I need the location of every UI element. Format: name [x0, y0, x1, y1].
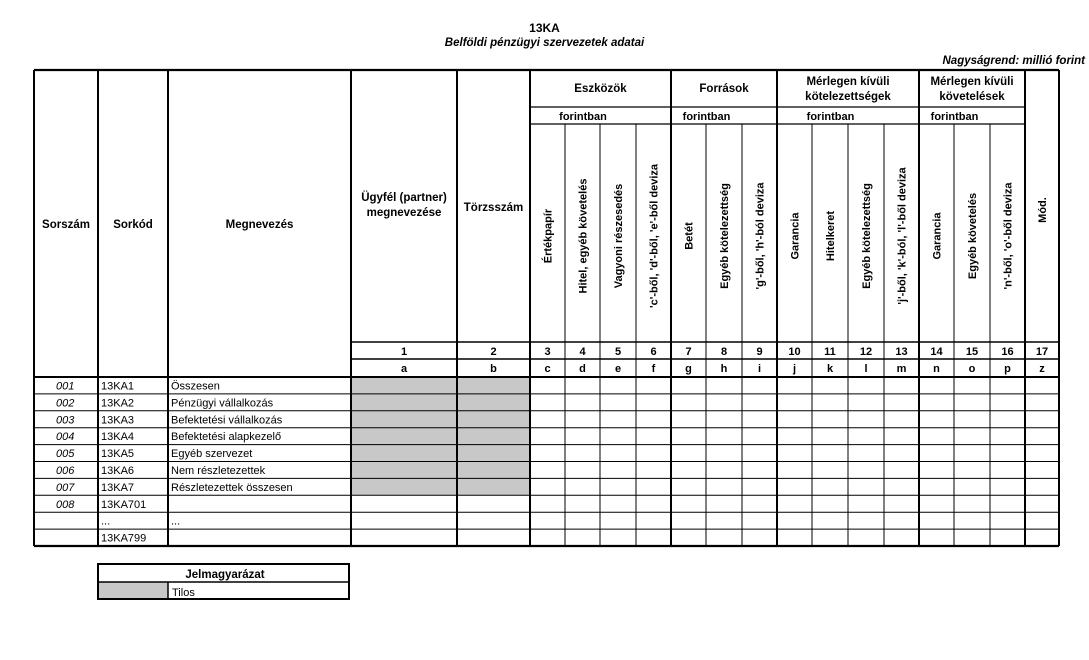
column-letter: j — [792, 363, 797, 375]
row-sorszam: 007 — [56, 481, 75, 494]
column-number: 8 — [720, 346, 728, 358]
vertical-header: Garancia — [931, 212, 944, 260]
group-header: kötelezettségek — [805, 91, 891, 103]
unit-note: Nagyságrend: millió forint — [942, 55, 1085, 67]
forintban-label: forintban — [559, 111, 607, 123]
row-sorkod: 13KA6 — [101, 465, 135, 477]
vertical-header: Betét — [683, 222, 696, 250]
legend-swatch — [99, 582, 168, 600]
forintban-label: forintban — [682, 111, 731, 123]
column-letter: f — [651, 363, 656, 375]
tilos-cell — [351, 462, 530, 479]
vertical-header: 'c'-ből, 'd'-ből, 'e'-ből deviza — [648, 163, 661, 309]
vertical-header: Egyéb kötelezettség — [861, 183, 873, 289]
column-number: 3 — [544, 346, 551, 358]
column-number: 1 — [400, 346, 408, 358]
legend-box — [97, 563, 350, 600]
row-sorkod: 13KA2 — [101, 397, 135, 410]
column-number: 6 — [650, 346, 657, 358]
row-megnevezes: Egyéb szervezet — [171, 448, 253, 461]
column-number: 15 — [965, 346, 979, 358]
header-sorszam: Sorszám — [42, 219, 90, 231]
vertical-header: Vagyoni részesedés — [613, 183, 625, 289]
column-letter: a — [400, 363, 408, 375]
vertical-header: 'j'-ből, 'k'-ból, 'l'-ből deviza — [896, 167, 909, 305]
header-torzsszam: Törzsszám — [463, 202, 524, 214]
column-number: 2 — [490, 346, 497, 358]
vertical-header: Hitel, egyéb követelés — [577, 178, 590, 294]
forintban-label: forintban — [806, 111, 855, 123]
header-ugyfel: Ügyfél (partner) — [361, 192, 447, 204]
row-sorszam: 006 — [56, 465, 75, 477]
row-sorkod: 13KA7 — [101, 481, 135, 494]
vertical-header: Hitelkeret — [825, 210, 837, 262]
vertical-header: Értékpapír — [542, 208, 555, 264]
form-code: 13KA — [529, 21, 560, 35]
row-megnevezes: Befektetési alapkezelő — [171, 431, 282, 444]
row-sorszam: 001 — [56, 380, 75, 393]
row-sorkod: ... — [101, 515, 111, 528]
group-header: követelések — [939, 91, 1005, 103]
tilos-cell — [351, 445, 530, 462]
tilos-cell — [351, 411, 530, 428]
column-number: 13 — [895, 346, 908, 358]
row-megnevezes: Nem részletezettek — [171, 465, 266, 477]
row-sorszam: 005 — [56, 448, 75, 461]
row-sorkod: 13KA3 — [101, 414, 135, 427]
legend-label: Tilos — [172, 587, 195, 599]
row-sorkod: 13KA4 — [101, 431, 135, 444]
column-letter: i — [757, 363, 762, 375]
header-mod: Mód. — [1037, 197, 1049, 223]
group-header: Eszközök — [574, 83, 627, 95]
column-letter: n — [933, 363, 940, 375]
row-sorkod: 13KA799 — [101, 532, 147, 545]
group-header: Források — [699, 83, 749, 95]
column-letter: d — [579, 363, 586, 375]
row-sorszam: 008 — [56, 498, 75, 511]
tilos-cell — [351, 478, 530, 495]
row-sorkod: 13KA1 — [101, 380, 135, 393]
row-megnevezes: ... — [171, 515, 181, 528]
column-number: 9 — [756, 346, 763, 358]
form-title: Belföldi pénzügyi szervezetek adatai — [444, 37, 645, 49]
column-number: 11 — [824, 346, 836, 358]
column-letter: k — [826, 363, 834, 375]
row-megnevezes: Részletezettek összesen — [171, 481, 293, 494]
row-sorszam: 002 — [56, 397, 75, 410]
column-number: 14 — [930, 346, 943, 358]
legend-title: Jelmagyarázat — [185, 569, 265, 581]
column-number: 10 — [788, 346, 801, 358]
column-number: 4 — [579, 346, 586, 358]
tilos-cell — [351, 428, 530, 445]
column-number: 17 — [1035, 346, 1049, 358]
column-number: 12 — [859, 346, 873, 358]
tilos-cell — [351, 377, 530, 394]
row-sorkod: 13KA5 — [101, 448, 135, 461]
row-megnevezes: Összesen — [171, 380, 220, 393]
row-sorszam: 003 — [56, 414, 75, 427]
row-sorkod: 13KA701 — [101, 498, 147, 511]
tilos-cell — [351, 394, 530, 411]
column-letter: o — [968, 363, 976, 375]
column-letter: m — [896, 363, 907, 375]
vertical-header: 'n'-ből, 'o'-ből deviza — [1002, 182, 1015, 290]
header-ugyfel: megnevezése — [366, 207, 442, 219]
vertical-header: Egyéb követelés — [967, 192, 979, 280]
vertical-header: 'g'-ből, 'h'-ból deviza — [754, 182, 767, 290]
row-megnevezes: Pénzügyi vállalkozás — [171, 397, 274, 410]
header-sorkod: Sorkód — [113, 219, 153, 231]
column-letter: p — [1004, 363, 1011, 375]
column-letter: l — [864, 363, 868, 375]
vertical-header: Egyéb kötelezettség — [719, 183, 731, 289]
group-header: Mérlegen kívüli — [930, 76, 1014, 88]
header-megnevezes: Megnevezés — [225, 219, 294, 231]
column-letter: e — [614, 363, 622, 375]
column-letter: b — [490, 363, 497, 375]
row-megnevezes: Befektetési vállalkozás — [171, 414, 283, 427]
column-number: 16 — [1001, 346, 1014, 358]
column-letter: h — [720, 363, 728, 375]
column-number: 5 — [614, 346, 622, 358]
column-letter: g — [685, 363, 692, 375]
column-number: 7 — [685, 346, 692, 358]
row-sorszam: 004 — [56, 431, 75, 444]
forintban-label: forintban — [930, 111, 979, 123]
vertical-header: Garancia — [789, 212, 802, 260]
group-header: Mérlegen kívüli — [806, 76, 890, 88]
column-letter: z — [1039, 363, 1045, 375]
column-letter: c — [544, 363, 551, 375]
